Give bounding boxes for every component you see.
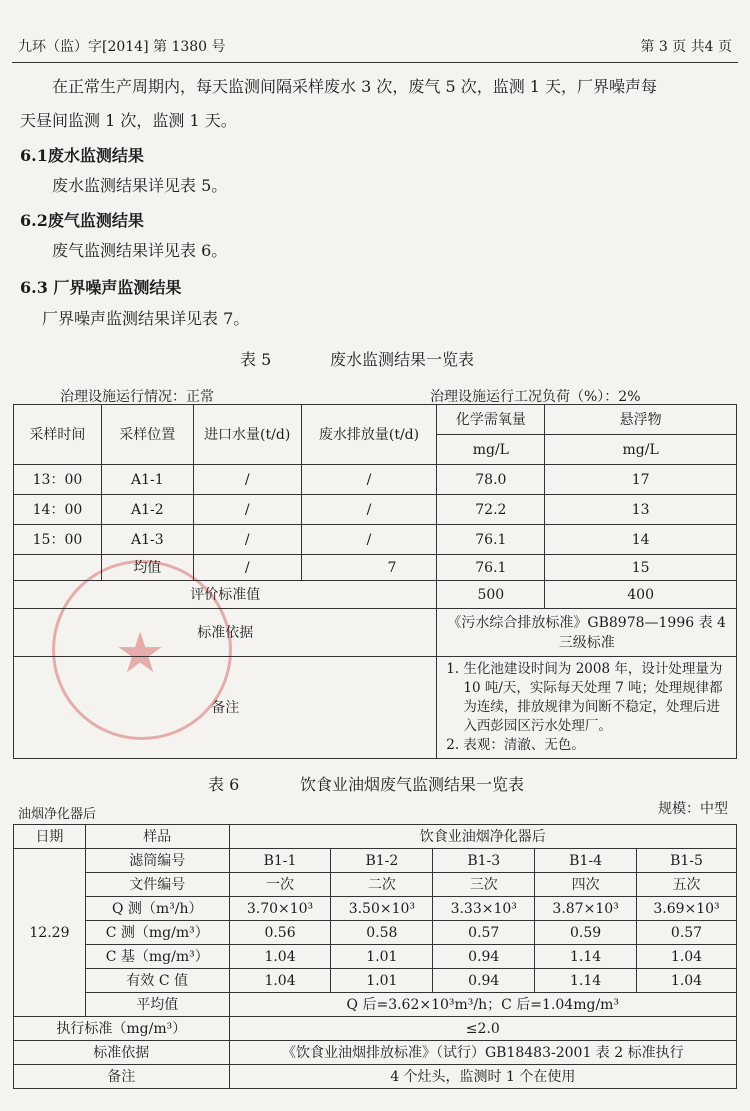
t6-avg-value: Q 后=3.62×10³m³/h；C 后=1.04mg/m³: [229, 993, 736, 1017]
section-6-3-text: 厂界噪声监测结果详见表 7。: [42, 309, 250, 328]
page-info: 第 3 页 共4 页: [640, 39, 732, 55]
t5-header-position: 采样位置: [101, 405, 193, 465]
t6-cell: 1.04: [637, 945, 737, 969]
t5-remark-item: 2. 表观：清澈、无色。: [463, 736, 730, 755]
t5-remark-item: 1. 生化池建设时间为 2008 年，设计处理量为 10 吨/天，实际每天处理 7 吨；处理规律都为连续，排放规律为间断不稳定，处理后进入西彭园区污水处理厂。: [463, 660, 730, 736]
t6-cell: 1.04: [229, 945, 331, 969]
t5-cell: 76.1: [437, 525, 545, 555]
t6-cell: B1-3: [433, 849, 535, 873]
t5-cell: 400: [545, 581, 737, 609]
t6-header-date: 日期: [14, 825, 86, 849]
t5-cell: 备注: [14, 657, 437, 759]
t6-avg-label: 平均值: [85, 993, 229, 1017]
t5-cell: 76.1: [437, 555, 545, 581]
doc-number: 九环（监）字[2014] 第 1380 号: [18, 39, 226, 55]
t5-basis-text: 《污水综合排放标准》GB8978—1996 表 4 三级标准: [437, 609, 737, 657]
t6-cell: 1.14: [535, 969, 637, 993]
t6-cell: 0.57: [637, 921, 737, 945]
table5-caption-number: 表 5: [240, 350, 272, 369]
table-row: [14, 525, 737, 555]
t5-average-row: [14, 555, 737, 581]
t5-cell: 72.2: [437, 495, 545, 525]
t6-c-eff-label: 有效 C 值: [85, 969, 229, 993]
section-6-2-text: 废气监测结果详见表 6。: [52, 241, 228, 260]
t6-date: 12.29: [14, 849, 86, 1017]
t5-cell: 78.0: [437, 465, 545, 495]
t6-cell: 1.01: [331, 969, 433, 993]
section-6-2-title: 6.2废气监测结果: [20, 211, 144, 230]
t5-cell: 7: [301, 555, 437, 581]
t5-header-discharge: 废水排放量(t/d): [301, 405, 437, 465]
t5-cell: /: [193, 495, 301, 525]
t5-cell: /: [301, 525, 437, 555]
t5-header-time: 采样时间: [14, 405, 102, 465]
t5-cell: 17: [545, 465, 737, 495]
t5-cell: 15: [545, 555, 737, 581]
t6-cell: 3.50×10³: [331, 897, 433, 921]
t6-cell: 1.01: [331, 945, 433, 969]
t6-cell: 3.87×10³: [535, 897, 637, 921]
t5-cell: 13：00: [14, 465, 102, 495]
t6-cell: 二次: [331, 873, 433, 897]
t5-cell: 标准依据: [14, 609, 437, 657]
table5-op-load: 治理设施运行工况负荷（%）：2%: [430, 389, 641, 405]
t6-basis-label: 标准依据: [14, 1041, 230, 1065]
t6-cell: 0.59: [535, 921, 637, 945]
t6-cell: 0.94: [433, 969, 535, 993]
t6-cell: B1-5: [637, 849, 737, 873]
t5-remarks: [437, 657, 737, 759]
t5-cell: 14: [545, 525, 737, 555]
t5-cell: /: [193, 555, 301, 581]
t6-cell: 四次: [535, 873, 637, 897]
t6-cell: 1.04: [229, 969, 331, 993]
t6-exec-label: 执行标准（mg/m³）: [14, 1017, 230, 1041]
t6-cell: B1-4: [535, 849, 637, 873]
t6-cell: 0.58: [331, 921, 433, 945]
t6-c-meas-label: C 测（mg/m³）: [85, 921, 229, 945]
section-6-1-text: 废水监测结果详见表 5。: [52, 176, 228, 195]
t5-cell: 均值: [101, 555, 193, 581]
t6-cell: 3.70×10³: [229, 897, 331, 921]
t5-standard-row: [14, 581, 737, 609]
table6-caption-number: 表 6: [208, 775, 240, 794]
t6-cell: B1-2: [331, 849, 433, 873]
t6-cell: 0.94: [433, 945, 535, 969]
t6-cell: B1-1: [229, 849, 331, 873]
table-row: [14, 465, 737, 495]
t5-remarks-row: [14, 657, 737, 759]
t6-file-label: 文件编号: [85, 873, 229, 897]
t5-cell: A1-1: [101, 465, 193, 495]
t6-cell: 0.57: [433, 921, 535, 945]
t5-cell: 15：00: [14, 525, 102, 555]
t6-filter-label: 滤筒编号: [85, 849, 229, 873]
t5-cell: [14, 555, 102, 581]
t5-cell: /: [301, 465, 437, 495]
table5-op-status: 治理设施运行情况：正常: [60, 389, 214, 405]
table6-sub-right: 规模：中型: [658, 801, 728, 817]
t6-basis-value: 《饮食业油烟排放标准》（试行）GB18483-2001 表 2 标准执行: [229, 1041, 736, 1065]
t5-cell: 500: [437, 581, 545, 609]
t6-remark-label: 备注: [14, 1065, 230, 1089]
t5-header-cod-unit: mg/L: [437, 435, 545, 465]
t6-header-sample: 样品: [85, 825, 229, 849]
t5-header-ss-unit: mg/L: [545, 435, 737, 465]
table6-cooking-fume: [13, 824, 737, 1089]
seal-star-icon: ★: [115, 621, 166, 686]
t5-header-inflow: 进口水量(t/d): [193, 405, 301, 465]
t6-c-base-label: C 基（mg/m³）: [85, 945, 229, 969]
t6-cell: 三次: [433, 873, 535, 897]
section-6-1-title: 6.1废水监测结果: [20, 146, 144, 165]
t6-cell: 0.56: [229, 921, 331, 945]
t5-cell: 评价标准值: [14, 581, 437, 609]
header-divider: [12, 62, 738, 63]
section-6-3-title: 6.3 厂界噪声监测结果: [20, 278, 182, 297]
table5-wastewater: [13, 404, 737, 759]
t6-cell: 3.33×10³: [433, 897, 535, 921]
t5-cell: A1-3: [101, 525, 193, 555]
t5-cell: A1-2: [101, 495, 193, 525]
t6-cell: 1.14: [535, 945, 637, 969]
t6-cell: 五次: [637, 873, 737, 897]
t6-q-label: Q 测（m³/h）: [85, 897, 229, 921]
intro-line-1: 在正常生产周期内，每天监测间隔采样废水 3 次，废气 5 次，监测 1 天，厂界噪声每: [52, 77, 658, 96]
t5-header-cod: 化学需氧量: [437, 405, 545, 435]
t6-cell: 3.69×10³: [637, 897, 737, 921]
table-row: [14, 495, 737, 525]
t6-cell: 一次: [229, 873, 331, 897]
t5-cell: 14：00: [14, 495, 102, 525]
t5-header-ss: 悬浮物: [545, 405, 737, 435]
intro-line-2: 天昼间监测 1 次，监测 1 天。: [20, 111, 237, 130]
table6-sub-left: 油烟净化器后: [18, 807, 97, 822]
t6-cell: 1.04: [637, 969, 737, 993]
t6-exec-value: ≤2.0: [229, 1017, 736, 1041]
t5-cell: /: [301, 495, 437, 525]
t6-sample-name: 饮食业油烟净化器后: [229, 825, 736, 849]
table5-caption: 废水监测结果一览表: [330, 350, 475, 369]
t5-cell: 13: [545, 495, 737, 525]
table6-caption: 饮食业油烟废气监测结果一览表: [300, 775, 525, 794]
t5-cell: /: [193, 465, 301, 495]
t5-basis-row: [14, 609, 737, 657]
t6-remark-value: 4 个灶头，监测时 1 个在使用: [229, 1065, 736, 1089]
t5-cell: /: [193, 525, 301, 555]
